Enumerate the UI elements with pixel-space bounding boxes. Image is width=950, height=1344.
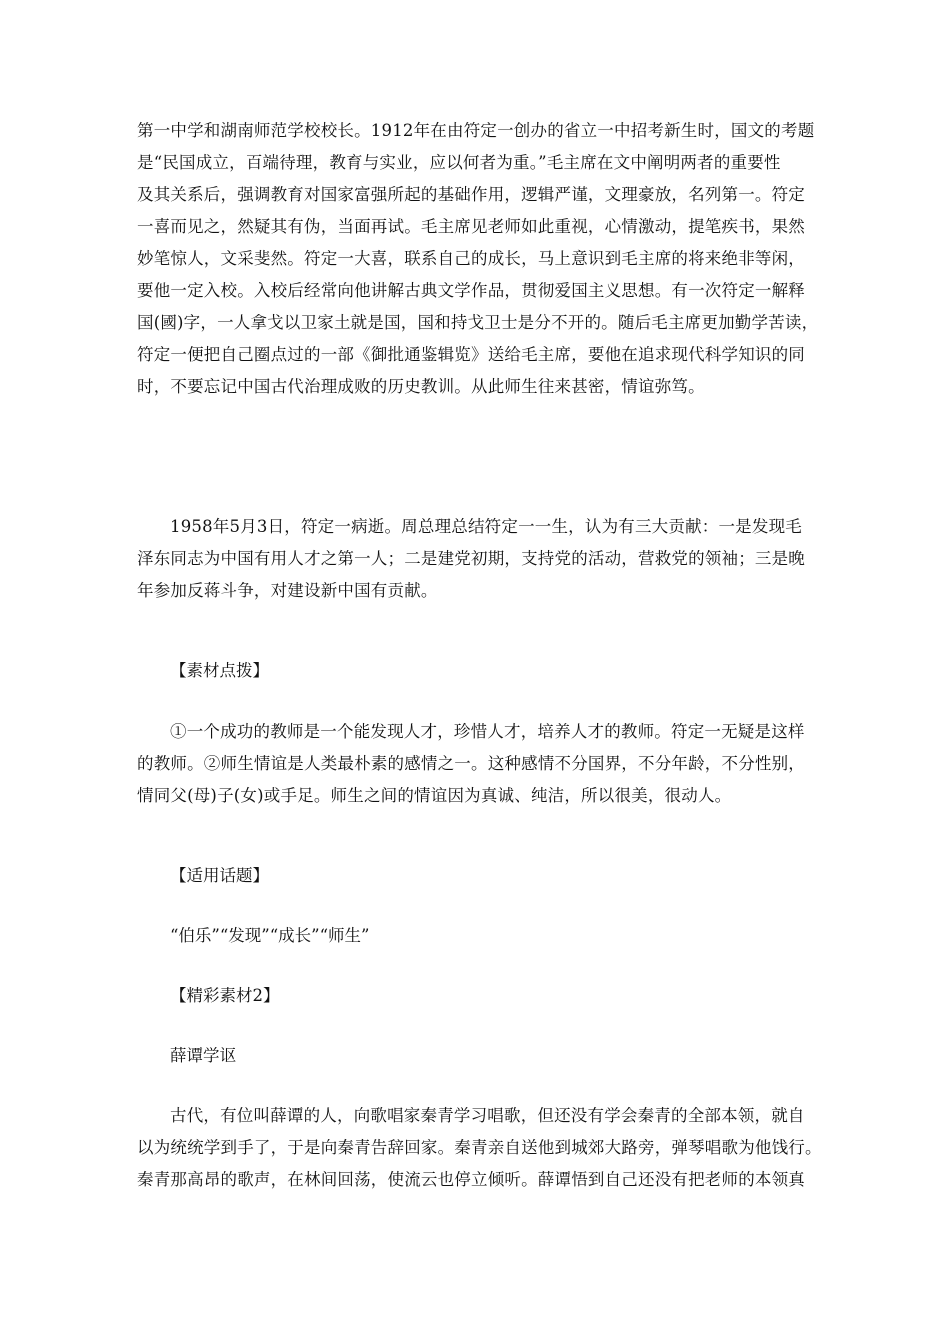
text-line: 及其关系后，强调教育对国家富强所起的基础作用，逻辑严谨，文理豪放，名列第一。符定 xyxy=(137,185,805,204)
topics-list: “伯乐”“发现”“成长”“师生” xyxy=(170,926,370,945)
text-line: 以为统统学到手了，于是向秦青告辞回家。秦青亲自送他到城郊大路旁，弹琴唱歌为他饯行。 xyxy=(137,1138,822,1157)
text-line: 1958年5月3日，符定一病逝。周总理总结符定一一生，认为有三大贡献：一是发现毛 xyxy=(170,517,802,536)
text-line: 国(國)字，一人拿戈以卫家土就是国，国和持戈卫士是分不开的。随后毛主席更加勤学苦读， xyxy=(137,313,819,332)
paragraph-xue-tan-story xyxy=(137,1100,827,1196)
text-line: 是“民国成立，百端待理，教育与实业，应以何者为重。”毛主席在文中阐明两者的重要性 xyxy=(137,153,781,172)
text-line: 第一中学和湖南师范学校校长。1912年在由符定一创办的省立一中招考新生时，国文的考题 xyxy=(137,121,815,140)
heading-applicable-topics: 【适用话题】 xyxy=(170,866,269,885)
text-line: 一喜而见之，然疑其有伪，当面再试。毛主席见老师如此重视，心情激动，提笔疾书，果然 xyxy=(137,217,805,236)
text-line: 情同父(母)子(女)或手足。师生之间的情谊因为真诚、纯洁，所以很美，很动人。 xyxy=(137,786,732,805)
text-line: 秦青那高昂的歌声，在林间回荡，使流云也停立倾听。薛谭悟到自己还没有把老师的本领真 xyxy=(137,1170,805,1189)
text-line: 的教师。②师生情谊是人类最朴素的感情之一。这种感情不分国界，不分年龄，不分性别， xyxy=(137,754,805,773)
text-line: 年参加反蒋斗争，对建设新中国有贡献。 xyxy=(137,581,438,600)
text-line: 妙笔惊人，文采斐然。符定一大喜，联系自己的成长，马上意识到毛主席的将来绝非等闲， xyxy=(137,249,805,268)
paragraph-material-tips xyxy=(137,716,827,812)
heading-wonderful-material-2: 【精彩素材2】 xyxy=(170,986,280,1005)
paragraph-fu-dingyi-death xyxy=(137,511,827,607)
paragraph-fu-dingyi-story xyxy=(137,115,827,403)
text-line: 符定一便把自己圈点过的一部《御批通鉴辑览》送给毛主席，要他在追求现代科学知识的同 xyxy=(137,345,805,364)
text-line: 泽东同志为中国有用人才之第一人；二是建党初期，支持党的活动，营救党的领袖；三是晚 xyxy=(137,549,805,568)
text-line: 时，不要忘记中国古代治理成败的历史教训。从此师生往来甚密，情谊弥笃。 xyxy=(137,377,705,396)
text-line: 要他一定入校。入校后经常向他讲解古典文学作品，贯彻爱国主义思想。有一次符定一解释 xyxy=(137,281,805,300)
text-line: 古代，有位叫薛谭的人，向歌唱家秦青学习唱歌，但还没有学会秦青的全部本领，就自 xyxy=(170,1106,805,1125)
story-title: 薛谭学讴 xyxy=(170,1046,236,1065)
heading-material-tips: 【素材点拨】 xyxy=(170,661,269,680)
text-line: ①一个成功的教师是一个能发现人才，珍惜人才，培养人才的教师。符定一无疑是这样 xyxy=(170,722,805,741)
